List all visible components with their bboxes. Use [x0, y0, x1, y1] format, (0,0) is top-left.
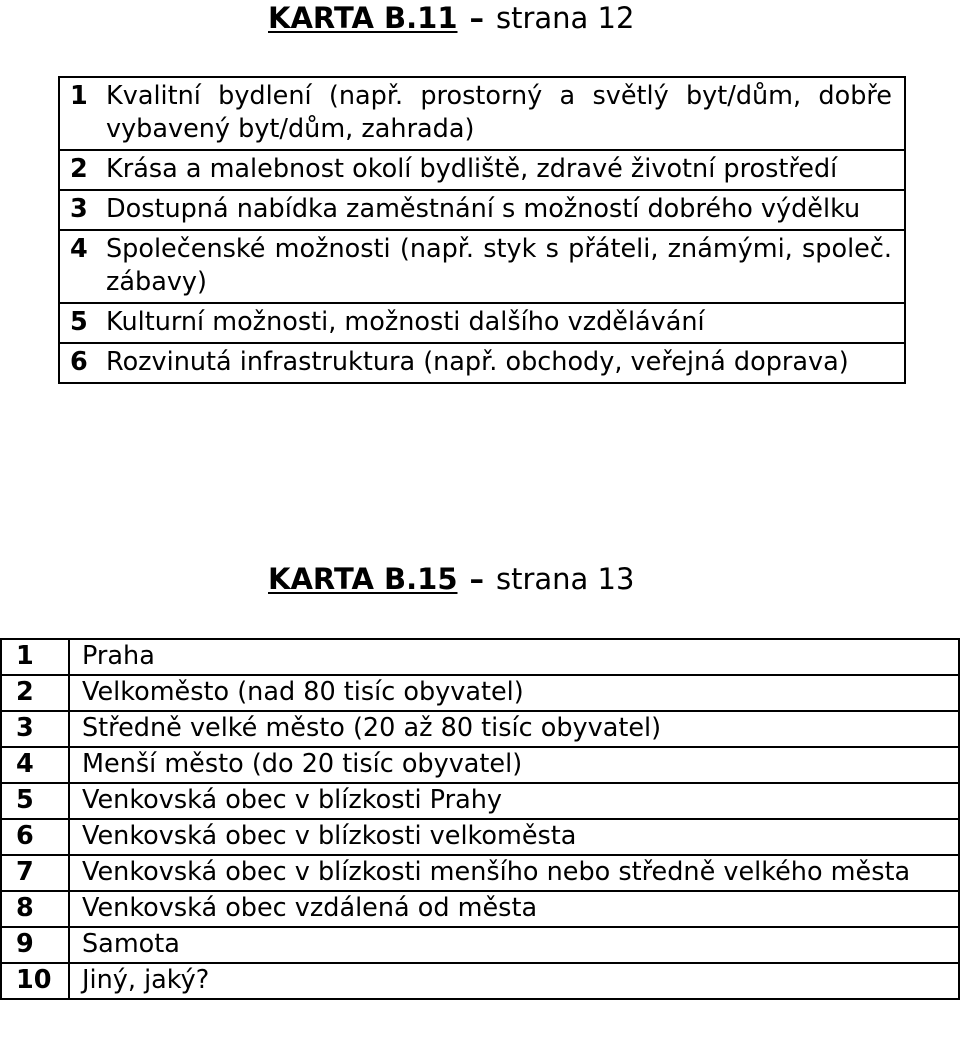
item-number: 3	[70, 194, 88, 224]
list-item	[59, 343, 905, 383]
item-number: 4	[1, 747, 69, 783]
list-item	[59, 150, 905, 190]
table-row	[1, 927, 959, 963]
title-dash: –	[469, 562, 484, 596]
card-b15-page: strana 13	[496, 562, 635, 596]
item-number: 5	[1, 783, 69, 819]
card-b15-code: KARTA B.15	[268, 562, 458, 596]
card-b15-title	[268, 561, 634, 597]
table-row	[59, 150, 905, 190]
table-row	[59, 77, 905, 150]
card-b11-title	[268, 0, 634, 36]
item-text: Krása a malebnost okolí bydliště, zdravé životní prostředí	[106, 154, 838, 184]
item-text: Praha	[69, 639, 959, 675]
item-text: Dostupná nabídka zaměstnání s možností dobrého výdělku	[106, 194, 861, 224]
card-b11-code: KARTA B.11	[268, 1, 458, 35]
table-row	[1, 855, 959, 891]
item-text: Samota	[69, 927, 959, 963]
card-b11-page: strana 12	[496, 1, 635, 35]
list-item	[59, 303, 905, 343]
item-text: Venkovská obec vzdálená od města	[69, 891, 959, 927]
table-row	[59, 190, 905, 230]
item-number: 1	[70, 81, 88, 111]
item-number: 9	[1, 927, 69, 963]
table-row	[59, 230, 905, 303]
item-number: 2	[70, 154, 88, 184]
list-item	[59, 230, 905, 303]
table-row	[59, 343, 905, 383]
item-number: 3	[1, 711, 69, 747]
list-item	[59, 190, 905, 230]
table-row	[1, 747, 959, 783]
item-text: Rozvinutá infrastruktura (např. obchody, veřejná doprava)	[106, 347, 849, 377]
item-text: Venkovská obec v blízkosti Prahy	[69, 783, 959, 819]
item-text: Venkovská obec v blízkosti velkoměsta	[69, 819, 959, 855]
table-row	[1, 891, 959, 927]
list-item	[59, 77, 905, 150]
item-number: 8	[1, 891, 69, 927]
item-text: Kvalitní bydlení (např. prostorný a světlý byt/dům, dobře vybavený byt/dům, zahrada)	[106, 81, 892, 144]
item-number: 1	[1, 639, 69, 675]
table-row	[1, 639, 959, 675]
item-number: 5	[70, 307, 88, 337]
item-number: 6	[70, 347, 88, 377]
item-text: Středně velké město (20 až 80 tisíc obyvatel)	[69, 711, 959, 747]
table-row	[1, 675, 959, 711]
item-number: 7	[1, 855, 69, 891]
item-text: Společenské možnosti (např. styk s přáteli, známými, společ. zábavy)	[106, 234, 892, 297]
card-b11-table	[58, 76, 906, 384]
table-row	[1, 819, 959, 855]
item-text: Venkovská obec v blízkosti menšího nebo středně velkého města	[69, 855, 959, 891]
item-number: 6	[1, 819, 69, 855]
card-b15-table	[0, 638, 960, 1000]
item-text: Menší město (do 20 tisíc obyvatel)	[69, 747, 959, 783]
item-text: Jiný, jaký?	[69, 963, 959, 999]
item-number: 4	[70, 234, 88, 264]
item-text: Kulturní možnosti, možnosti dalšího vzdělávání	[106, 307, 705, 337]
table-row	[1, 711, 959, 747]
table-row	[1, 963, 959, 999]
table-row	[1, 783, 959, 819]
item-text: Velkoměsto (nad 80 tisíc obyvatel)	[69, 675, 959, 711]
item-number: 10	[1, 963, 69, 999]
title-dash: –	[469, 1, 484, 35]
item-number: 2	[1, 675, 69, 711]
table-row	[59, 303, 905, 343]
